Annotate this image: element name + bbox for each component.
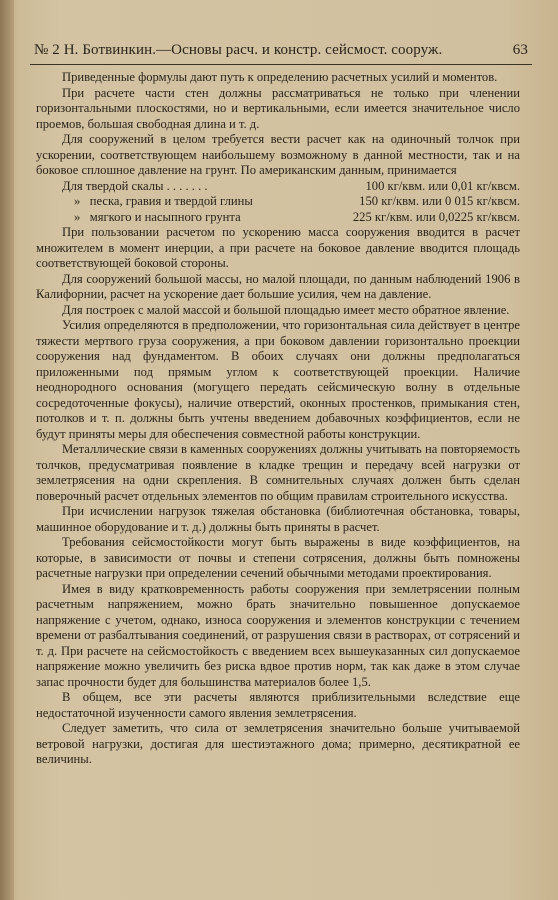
paragraph: Металлические связи в каменных сооружениях должны учитывать на повторяемость толчков, предусматривая появление в кладке трещин и передачу всей нагрузки от землетрясения на одни скрепления. В сомнительных случаях должен быть сделан поверочный расчет отдельных элементов по общим правилам строительного искусства. [36, 442, 520, 503]
paragraph: Приведенные формулы дают путь к определению расчетных усилий и моментов. [62, 70, 498, 84]
paragraph: Для сооружений большой массы, но малой площади, по данным наблюдений 1906 в Калифорнии, расчет на ускорение дает большие усилия, чем на давление. [36, 271, 520, 301]
paragraph: Для построек с малой массой и большой площадью имеет место обратное явление. [62, 302, 510, 317]
row-value: 150 кг/квм. или 0 015 кг/квсм. [359, 194, 520, 208]
page-body [36, 70, 520, 768]
row-label: » песка, гравия и твердой глины [74, 194, 253, 208]
table-row [36, 179, 520, 195]
row-label: Для твердой скалы . . . . . . . [62, 178, 208, 193]
soil-pressure-table [36, 179, 520, 226]
paragraph: При пользовании расчетом по ускорению масса сооружения вводится в расчет множителем в момент инерции, а при расчете на боковое давление вводится площадь соответствующей боковой стороны. [36, 225, 520, 270]
running-header [34, 42, 528, 59]
paragraph: При исчислении нагрузок тяжелая обстановка (библиотечная обстановка, товары, машинное оборудование и т. д.) должны быть приняты в расчет. [36, 504, 520, 534]
table-row [36, 210, 520, 226]
paragraph: В общем, все эти расчеты являются приблизительными вследствие еще недостаточной изученности самого явления землетрясения. [36, 690, 520, 720]
paragraph: Следует заметить, что сила от землетрясения значительно больше учитываемой ветровой нагрузки, достигая для шестиэтажного дома; примерно, десятикратной ее величины. [36, 721, 520, 766]
page-number: 63 [512, 42, 528, 58]
header-rule [30, 64, 532, 65]
page-binding [0, 0, 14, 900]
paragraph: Усилия определяются в предположении, что горизонтальная сила действует в центре тяжести мертвого груза сооружения, а при боковом давлении горизонтально проекции сооружения над фундаментом. В обоих случаях они должны предполагаться приложенными под прямым углом к соответствующей проекции. Наличие неоднородного основания (могущего передать сейсмическую волну в отдельные сосредоточенные фокусы), наличие отверстий, оконных простенков, примыкания стен, потолков и т. п. должны быть учтены введением добавочных коэффициентов, если не будут приняты меры для обеспечения совместной работы конструкции. [36, 318, 520, 441]
row-value: 100 кг/квм. или 0,01 кг/квсм. [365, 178, 520, 193]
table-row [36, 194, 520, 210]
header-title: № 2 Н. Ботвинкин.—Основы расч. и констр. сейсмост. сооруж. [34, 42, 443, 58]
paragraph: Требования сейсмостойкости могут быть выражены в виде коэффициентов, на которые, в зависимости от почвы и степени сотрясения, должны быть помножены расчетные нагрузки при определении сечений обычными методами проектирования. [36, 535, 520, 580]
paragraph: Имея в виду кратковременность работы сооружения при землетрясении полным расчетным напряжением, можно брать значительно повышенное допускаемое напряжение с учетом, однако, износа сооружения и элементов конструкции с течением времени от разбалтывания соединений, от разрушения связи в растворах, от сотрясений и т. д. При расчете на сейсмостойкость с введением всех вышеуказанных сил допускаемое напряжение можно увеличить без риска вдвое против норм, так как даже в этом случае запас прочности будет для большинства материалов более 1,5. [36, 581, 520, 689]
row-value: 225 кг/квм. или 0,0225 кг/квсм. [352, 209, 520, 224]
row-label: » мягкого и насыпного грунта [74, 209, 241, 224]
paragraph: При расчете части стен должны рассматриваться не только при членении горизонтальными плоскостями, но и вертикальными, если имеется значительное число проемов, большая свободная длина и т. д. [36, 85, 520, 131]
paragraph: Для сооружений в целом требуется вести расчет как на одиночный толчок при ускорении, соответствующем наибольшему возможному в данной местности, так и на боковое сплошное давление на грунт. По американским данным, принимается [36, 132, 520, 177]
